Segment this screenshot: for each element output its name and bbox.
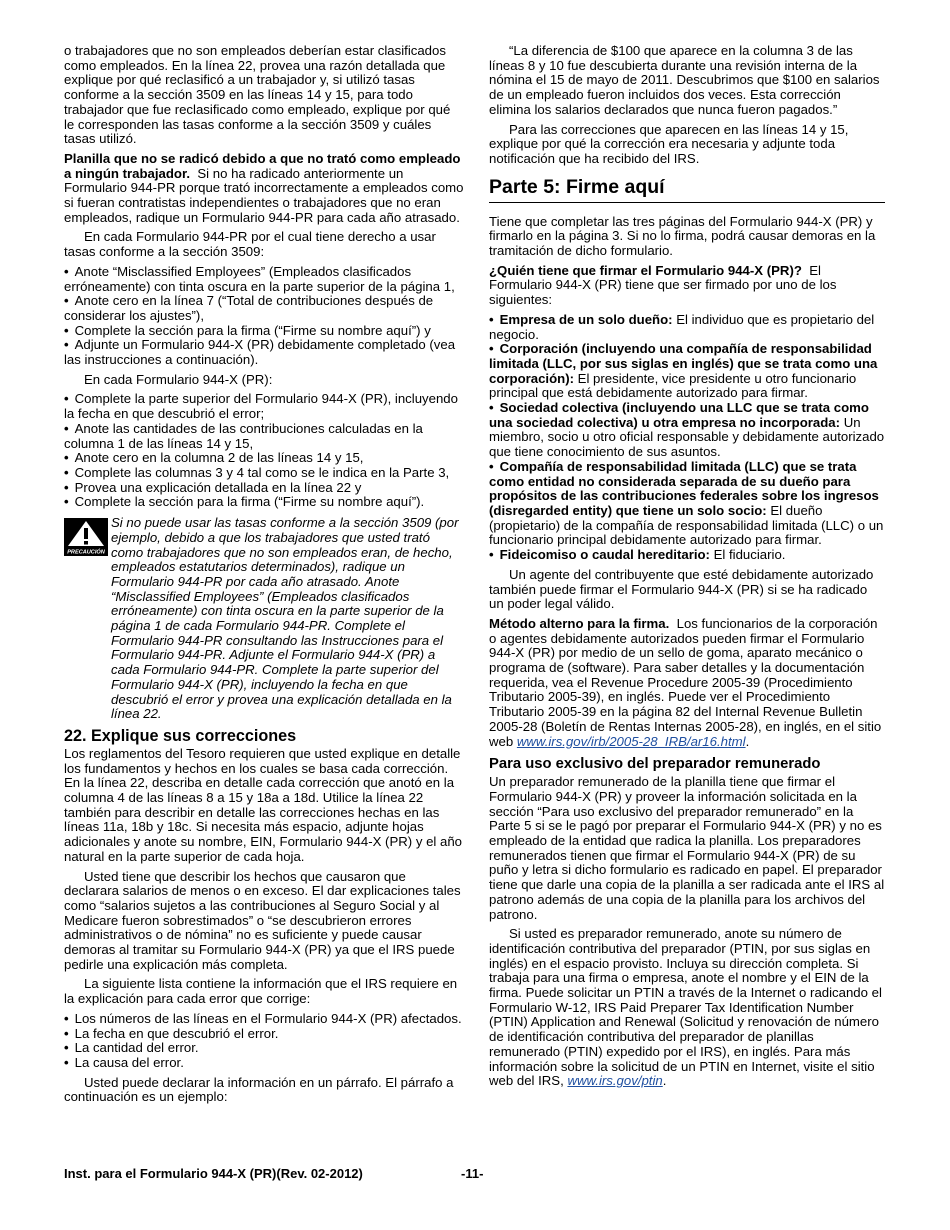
paragraph: En cada Formulario 944-X (PR): [84, 371, 273, 387]
bullet-list [64, 392, 464, 510]
list-item: • Anote cero en la línea 7 (“Total de contribuciones después de considerar los ajustes”), [64, 294, 464, 323]
paragraph-text: Si usted es preparador remunerado, anote su número de identificación contributiva del preparador (PTIN, por sus siglas en inglés) en el espacio provisto. Incluya su dirección completa. Si trabaja para una firma o empresa, anote el nombre y el EIN de la firma. Puede solicitar un PTIN a través de la Internet o radicando el Formulario W-12, IRS Paid Preparer Tax Identification Number (PTIN) Application and Renewal (Solicitud y renovación de número de identificación contributiva del preparador de planillas remunerado (PTIN) expedido por el IRS), en inglés. Para más información sobre la solicitud de un PTIN en Internet, visite el sitio web del IRS, [489, 926, 882, 1089]
paragraph: o trabajadores que no son empleados deberían estar clasificados como empleados. En la línea 22, provea una razón detallada que explique por qué reclasificó a un trabajador y, si utilizó tasas conforme a la sección 3509 en las líneas 14 y 15, para todo trabajador que fue reclasificado como empleado, explique por qué le corresponden las tasas conforme a la sección 3509 y cuáles tasas utilizó. [64, 43, 451, 147]
signer-desc: El individuo que es propietario del negocio. [489, 311, 875, 342]
paragraph: Para las correcciones que aparecen en las líneas 14 y 15, explique por qué la corrección era necesaria y adjunte toda notificación que ha recibido del IRS. [489, 121, 849, 166]
paragraph: Usted puede declarar la información en un párrafo. El párrafo a continuación es un ejemplo: [64, 1074, 454, 1105]
paragraph: Un preparador remunerado de la planilla tiene que firmar el Formulario 944-X (PR) y proveer la información solicitada en la sección “Para uso exclusivo del preparador remunerado” en la Parte 5 si se le pagó por preparar el Formulario 944-X (PR) y no es empleado de la entidad que radica la planilla. Los preparadores remunerados tienen que firmar el Formulario 944-X (PR) de su puño y letra si dicho formulario es radicado en papel. El preparador tiene que darle una copia de la planilla a ser radicada ante el IRS al patrono además de una copia de la planilla para los archivos del patrono. [489, 774, 885, 922]
list-item: • Adjunte un Formulario 944-X (PR) debidamente completado (vea las instrucciones a continuación). [64, 338, 464, 367]
caution-note [64, 516, 464, 722]
paragraph [489, 264, 885, 308]
list-item: • La causa del error. [64, 1056, 464, 1071]
example-quote: “La diferencia de $100 que aparece en la columna 3 de las líneas 8 y 10 fue descubierta durante una revisión interna de la nómina el 15 de mayo de 2011. Descubrimos que $100 en salarios de un empleado fueron incluidos dos veces. Esta corrección elimina los salarios declarados que nunca fueron pagados.” [489, 43, 880, 117]
paragraph: Los reglamentos del Tesoro requieren que usted explique en detalle los fundamentos y hechos en los cuales se basa cada corrección. En la línea 22, describa en detalle cada corrección que anotó en la columna 4 de las líneas 8 a 15 y 18a a 18d. Utilice la línea 22 también para describir en detalle las correcciones hechas en las líneas 11a, 18b y 18c. Si necesita más espacio, adjunte hojas adicionales y anote su nombre, EIN, Formulario 944-X (PR) y el año natural en la parte superior de cada hoja. [64, 745, 463, 864]
footer-form-label: Inst. para el Formulario 944-X (PR)(Rev. 02-2012) [64, 1166, 363, 1181]
list-item [489, 460, 885, 548]
list-item: • Los números de las líneas en el Formulario 944-X (PR) afectados. [64, 1012, 464, 1027]
run-in-heading: Planilla que no se radicó debido a que no trató como empleado a ningún trabajador. [64, 150, 461, 181]
irb-link[interactable]: www.irs.gov/irb/2005-28_IRB/ar16.html [516, 733, 746, 749]
signer-desc: Un miembro, socio u otro oficial responsable y debidamente autorizado que tiene conocimiento de sus asuntos. [489, 414, 885, 460]
list-item: • Provea una explicación detallada en la línea 22 y [64, 481, 464, 496]
signer-list [489, 313, 885, 563]
caution-label: PRECAUCIÓN [67, 549, 105, 556]
paragraph: En cada Formulario 944-PR por el cual tiene derecho a usar tasas conforme a la sección 3509: [64, 229, 436, 260]
list-item: • Complete la parte superior del Formulario 944-X (PR), incluyendo la fecha en que descubrió el error; [64, 392, 464, 421]
signer-type: Fideicomiso o caudal hereditario: [499, 547, 710, 563]
paragraph: Método alterno para la firma. Los funcionarios de la corporación o agentes debidamente autorizados pueden firmar el Formulario 944-X (PR) por medio de un sello de goma, aparato mecánico o programa de (software). Para saber detalles y la documentación requerida, vea el Revenue Procedure 2005-39 (Procedimiento Tributario 2005-39), en inglés. Puede ver el Procedimiento Tributario 2005-39 en la página 82 del Internal Revenue Bulletin 2005-28 (Boletín de Rentas Internas 2005-28), en inglés, en el sitio web www.irs.gov/irb/2005-28_IRB/ar16.html. [489, 615, 882, 749]
bullet-list [64, 1012, 464, 1071]
paragraph-text: El Formulario 944-X (PR) tiene que ser firmado por uno de los siguientes: [489, 262, 837, 308]
list-item: • Complete las columnas 3 y 4 tal como se le indica en la Parte 3, [64, 466, 464, 481]
list-item: • Anote “Misclassified Employees” (Empleados clasificados erróneamente) con tinta oscura en la parte superior de la página 1, [64, 265, 464, 294]
signer-type: Corporación (incluyendo una compañía de responsabilidad limitada (LLC, por sus siglas en inglés) que se trata como una corporación): [489, 341, 878, 386]
list-item [489, 313, 885, 342]
part-5-heading: Parte 5: Firme aquí [489, 176, 885, 203]
right-column [489, 44, 885, 1094]
signer-desc: El presidente, vice presidente u otro funcionario principal que está debidamente autorizado para firmar. [489, 370, 857, 401]
signer-type: Empresa de un solo dueño: [499, 311, 673, 327]
ptin-link[interactable]: www.irs.gov/ptin [567, 1073, 663, 1089]
signer-type: Sociedad colectiva (incluyendo una LLC que se trata como una sociedad colectiva) u otra empresa no incorporada: [489, 400, 869, 430]
signer-type: Compañía de responsabilidad limitada (LLC) que se trata como entidad no considerada separada de su dueño para propósitos de las contribuciones federales sobre los ingresos (disregarded entity) que tiene un solo socio: [489, 458, 879, 518]
signer-desc: El fiduciario. [713, 547, 786, 563]
run-in-heading: ¿Quién tiene que firmar el Formulario 944-X (PR)? [489, 262, 802, 278]
list-item [489, 401, 885, 460]
paragraph: Si usted es preparador remunerado, anote su número de identificación contributiva del preparador (PTIN, por sus siglas en inglés) en el espacio provisto. Incluya su dirección completa. Si trabaja para una firma o empresa, anote el nombre y el EIN de la firma. Puede solicitar un PTIN a través de la Internet o radicando el Formulario W-12, IRS Paid Preparer Tax Identification Number (PTIN) Application and Renewal (Solicitud y renovación de número de identificación contributiva del preparador de planillas remunerado (PTIN) expedido por el IRS), en inglés. Para más información sobre la solicitud de un PTIN en Internet, visite el sitio web del IRS, www.irs.gov/ptin. [489, 926, 882, 1089]
paragraph: Tiene que completar las tres páginas del Formulario 944-X (PR) y firmarlo en la página 3. Si no lo firma, podrá causar demoras en la tramitación de dicho formulario. [489, 213, 876, 259]
bullet-list [64, 265, 464, 368]
page-number: -11- [461, 1166, 484, 1181]
caution-text: Si no puede usar las tasas conforme a la sección 3509 (por ejemplo, debido a que los trabajadores que usted trató como trabajadores que no son empleados eran, de hecho, empleados estatutarios determinados), radique un Formulario 944-PR por cada año atrasado. Anote “Misclassified Employees” (Empleados clasificados erróneamente) con tinta oscura en la parte superior de la página 1 de cada Formulario 944-PR. Complete el Formulario 944-PR consultando las Instrucciones para el Formulario 944-PR. Adjunte el Formulario 944-X (PR) a cada Formulario 944-PR. Complete la parte superior del Formulario 944-X (PR), incluyendo la fecha en que descubrió el error y provea una explicación detallada en la línea 22. [111, 515, 459, 722]
paragraph: Un agente del contribuyente que esté debidamente autorizado también puede firmar el Formulario 944-X (PR) si se ha radicado un poder legal válido. [489, 566, 874, 612]
list-item: • Complete la sección para la firma (“Firme su nombre aquí”). [64, 495, 464, 510]
caution-icon [64, 518, 108, 556]
list-item: • La fecha en que descubrió el error. [64, 1027, 464, 1042]
paragraph-text: Los funcionarios de la corporación o agentes debidamente autorizados pueden firmar el Formulario 944-X (PR) por medio de un sello de goma, aparato mecánico o programa de (software). Para saber detalles y la documentación requerida, vea el Revenue Procedure 2005-39 (Procedimiento Tributario 2005-39), en inglés. Puede ver el Procedimiento Tributario 2005-39 en la página 82 del Internal Revenue Bulletin 2005-28 (Boletín de Rentas Internas 2005-28), en inglés, en el sitio web [489, 615, 882, 749]
list-item [489, 548, 885, 563]
list-item: • Anote cero en la columna 2 de las líneas 14 y 15, [64, 451, 464, 466]
list-item: • Anote las cantidades de las contribuciones calculadas en la columna 1 de las líneas 14 y 15, [64, 422, 464, 451]
preparer-heading: Para uso exclusivo del preparador remunerado [489, 756, 821, 773]
left-column [64, 44, 464, 1110]
list-item: • La cantidad del error. [64, 1041, 464, 1056]
paragraph [64, 152, 464, 226]
list-item [489, 342, 885, 401]
signer-desc: El dueño (propietario) de la compañía de responsabilidad limitada (LLC) o un funcionario principal debidamente autorizado para firmar. [489, 502, 884, 548]
list-item: • Complete la sección para la firma (“Firme su nombre aquí”) y [64, 324, 464, 339]
run-in-heading: Método alterno para la firma. [489, 615, 670, 631]
paragraph: La siguiente lista contiene la información que el IRS requiere en la explicación para cada error que corrige: [64, 976, 458, 1007]
paragraph-text: Si no ha radicado anteriormente un Formulario 944-PR porque trató incorrectamente a empleados como si fueran contratistas independientes o trabajadores que no eran empleados, radique un Formulario 944-PR para cada año atrasado. [64, 165, 464, 225]
paragraph: Usted tiene que describir los hechos que causaron que declarara salarios de menos o en exceso. El dar explicaciones tales como “salarios sujetos a las contribuciones al Seguro Social y al Medicare fueron sobrestimados” o “se descubrieron errores administrativos o de nómina” no es suficiente y puede causar demoras al tramitar su Formulario 944-X (PR) ya que el IRS puede pedirle una explicación más completa. [64, 868, 461, 972]
section-heading-22: 22. Explique sus correcciones [64, 726, 297, 745]
